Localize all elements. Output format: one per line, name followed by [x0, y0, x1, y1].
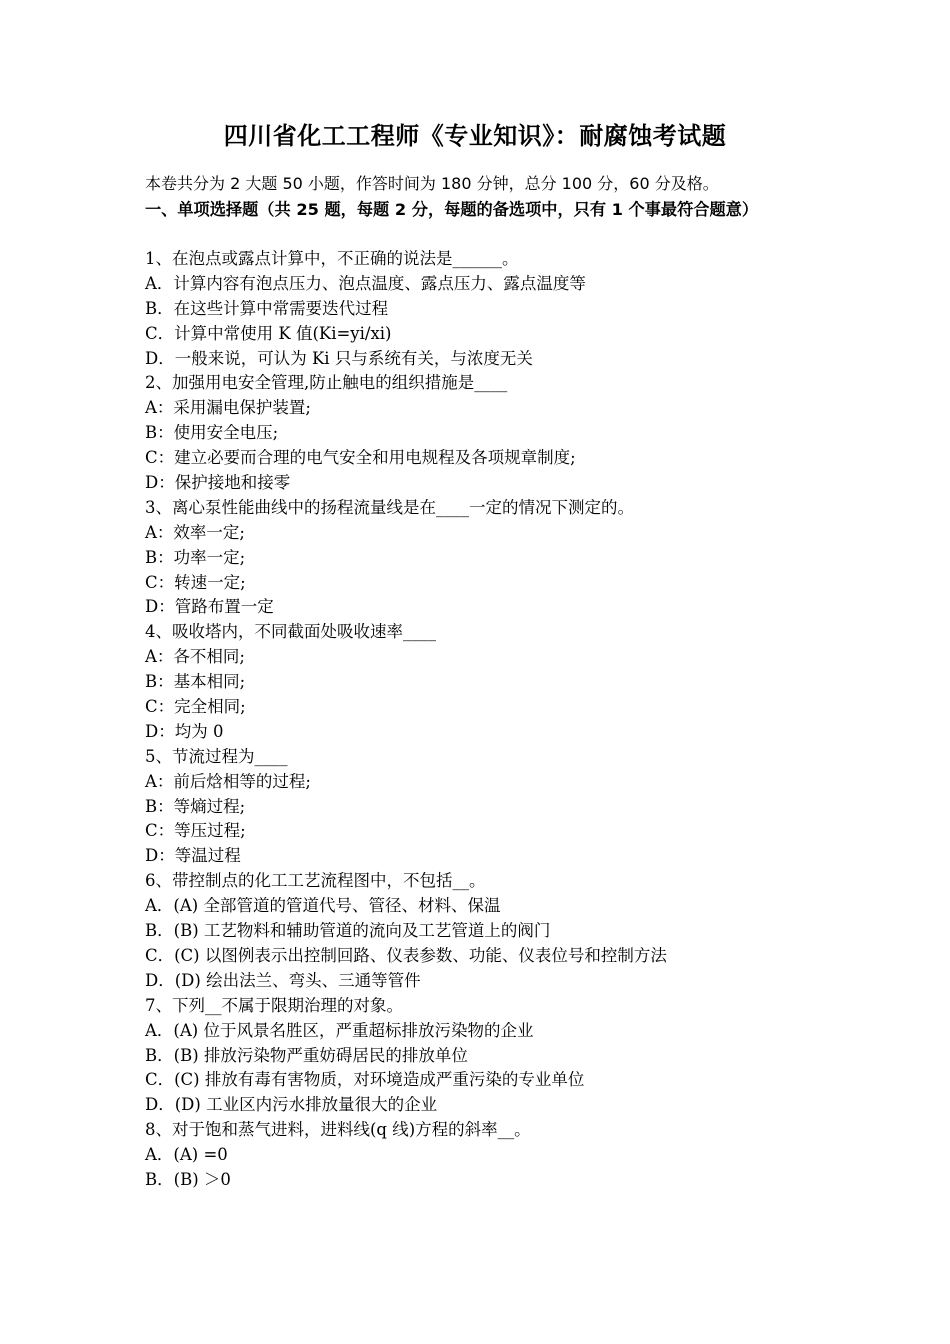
question-6 [145, 869, 845, 993]
question-stem: 6、带控制点的化工工艺流程图中，不包括__。 [145, 871, 486, 891]
answer-option: B：功率一定; [145, 547, 246, 567]
answer-option: C：完全相同; [145, 697, 246, 717]
question-stem: 2、加强用电安全管理,防止触电的组织措施是____ [145, 373, 508, 393]
exam-intro: 本卷共分为 2 大题 50 小题，作答时间为 180 分钟，总分 100 分，60 分及格。 [145, 174, 719, 193]
answer-option: C：转速一定; [145, 572, 246, 592]
question-3 [145, 496, 845, 620]
answer-option: B．(B) 排放污染物严重妨碍居民的排放单位 [145, 1045, 468, 1065]
answer-option: C．(C) 以图例表示出控制回路、仪表参数、功能、仪表位号和控制方法 [145, 945, 667, 965]
answer-option: A．计算内容有泡点压力、泡点温度、露点压力、露点温度等 [145, 273, 586, 293]
answer-option: A：前后焓相等的过程; [145, 771, 311, 791]
answer-option: B．(B) 工艺物料和辅助管道的流向及工艺管道上的阀门 [145, 921, 551, 941]
answer-option: D．(D) 绘出法兰、弯头、三通等管件 [145, 970, 421, 990]
answer-option: C：等压过程; [145, 821, 246, 841]
question-2 [145, 371, 845, 495]
question-stem: 5、节流过程为____ [145, 746, 288, 766]
question-8 [145, 1118, 845, 1193]
answer-option: B：基本相同; [145, 672, 246, 692]
answer-option: B：使用安全电压; [145, 423, 279, 443]
question-stem: 7、下列__不属于限期治理的对象。 [145, 995, 403, 1015]
section-heading: 一、单项选择题（共 25 题，每题 2 分，每题的备选项中，只有 1 个事最符合题意） [145, 200, 759, 219]
answer-option: A．(A) 位于风景名胜区，严重超标排放污染物的企业 [145, 1020, 534, 1040]
answer-option: A：效率一定; [145, 522, 245, 542]
answer-option: D．一般来说，可认为 Ki 只与系统有关，与浓度无关 [145, 348, 533, 368]
answer-option: B：等熵过程; [145, 796, 246, 816]
question-stem: 3、离心泵性能曲线中的扬程流量线是在____一定的情况下测定的。 [145, 497, 634, 517]
question-4 [145, 620, 845, 744]
answer-option: B．在这些计算中常需要迭代过程 [145, 298, 389, 318]
answer-option: C：建立必要而合理的电气安全和用电规程及各项规章制度; [145, 448, 576, 468]
answer-option: C．计算中常使用 K 值(Ki=yi/xi) [145, 323, 392, 343]
question-stem: 1、在泡点或露点计算中，不正确的说法是______。 [145, 249, 519, 268]
document-title: 四川省化工工程师《专业知识》：耐腐蚀考试题 [223, 122, 727, 150]
answer-option: D：均为 0 [145, 721, 224, 741]
answer-option: C．(C) 排放有毒有害物质，对环境造成严重污染的专业单位 [145, 1070, 585, 1090]
answer-option: D：保护接地和接零 [145, 473, 291, 493]
question-7 [145, 994, 845, 1118]
answer-option: D．(D) 工业区内污水排放量很大的企业 [145, 1095, 438, 1115]
answer-option: B．(B) ＞0 [145, 1169, 231, 1189]
answer-option: A．(A) 全部管道的管道代号、管径、材料、保温 [145, 896, 501, 916]
question-5 [145, 745, 845, 869]
answer-option: A．(A) =0 [145, 1145, 228, 1165]
question-stem: 4、吸收塔内，不同截面处吸收速率____ [145, 622, 436, 642]
question-1 [145, 247, 845, 371]
question-list [145, 247, 845, 1193]
answer-option: D：等温过程 [145, 846, 241, 866]
answer-option: A：各不相同; [145, 647, 245, 667]
answer-option: D：管路布置一定 [145, 597, 274, 617]
question-stem: 8、对于饱和蒸气进料，进料线(q 线)方程的斜率__。 [145, 1120, 531, 1140]
answer-option: A：采用漏电保护装置; [145, 398, 311, 418]
